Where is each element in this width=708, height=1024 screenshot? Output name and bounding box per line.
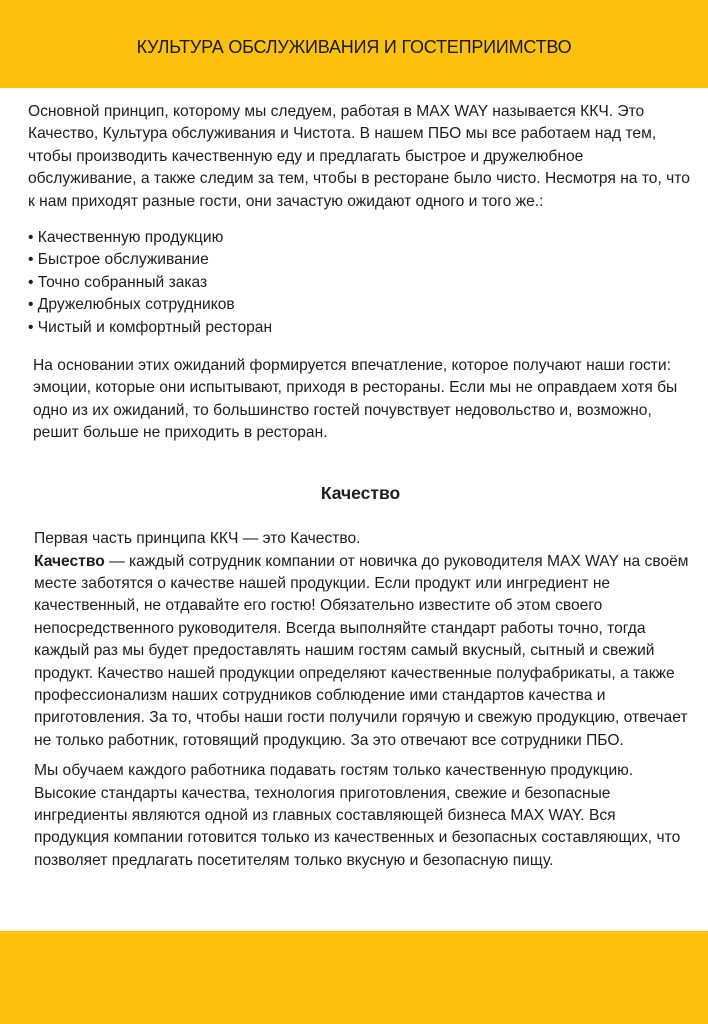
document-body — [28, 101, 693, 872]
expectations-list — [28, 227, 693, 339]
list-item: • Быстрое обслуживание — [28, 251, 209, 269]
section-heading-quality: Качество — [320, 482, 401, 503]
list-item: • Качественную продукцию — [28, 229, 224, 247]
quality-definition — [34, 528, 693, 752]
list-item: • Точно собранный заказ — [28, 273, 208, 291]
quality-term: Качество — [34, 552, 105, 570]
list-item: • Дружелюбных сотрудников — [28, 296, 235, 314]
page-title: КУЛЬТУРА ОБСЛУЖИВАНИЯ И ГОСТЕПРИИМСТВО — [136, 37, 572, 57]
intro-paragraph: Основной принцип, которому мы следуем, работая в MAX WAY называется ККЧ. Это Качество, Культура обслуживания и Чистота. В нашем ПБО мы все работаем над тем, чтобы производить качественную еду и предлагать быстрое и дружелюбное обслуживание, а также следим за тем, чтобы в ресторане было чисто. Несмотря на то, что к нам приходят разные гости, они зачастую ожидают одного и того же.: — [28, 103, 690, 210]
expectations-conclusion: На основании этих ожиданий формируется впечатление, которое получают наши гости: эмоции, которые они испытывают, приходя в рестораны. Если мы не оправдаем хотя бы одно из их ожиданий, то большинство гостей почувствует недовольство и, возможно, решит больше не приходить в ресторан. — [33, 357, 678, 442]
quality-training-paragraph: Мы обучаем каждого работника подавать гостям только качественную продукцию. Высокие стандарты качества, технология приготовления, свежие и безопасные ингредиенты являются одной из главных составляющей бизнеса MAX WAY. Вся продукция компании готовится только из качественных и безопасных составляющих, что позволяет предлагать посетителям только вкусную и безопасную пищу. — [34, 762, 681, 869]
quality-lead: Первая часть принципа ККЧ — это Качество. — [34, 530, 361, 548]
footer-band — [0, 931, 708, 1024]
quality-definition-text: — каждый сотрудник компании от новичка до руководителя MAX WAY на своём месте заботятся о качестве нашей продукции. Если продукт или ингредиент не качественный, не отдавайте его гостю! Обязательно известите об этом своего непосредственного руководителя. Всегда выполняйте стандарт работы точно, тогда каждый раз мы будет предоставлять нашим гостям самый вкусный, сытный и свежий продукт. Качество нашей продукции определяют качественные полуфабрикаты, а также профессионализм наших сотрудников соблюдение ими стандартов качества и приготовления. За то, чтобы наши гости получили горячую и свежую продукцию, отвечает не только работник, готовящий продукцию. За это отвечают все сотрудники ПБО. — [34, 552, 689, 749]
list-item: • Чистый и комфортный ресторан — [28, 318, 273, 336]
